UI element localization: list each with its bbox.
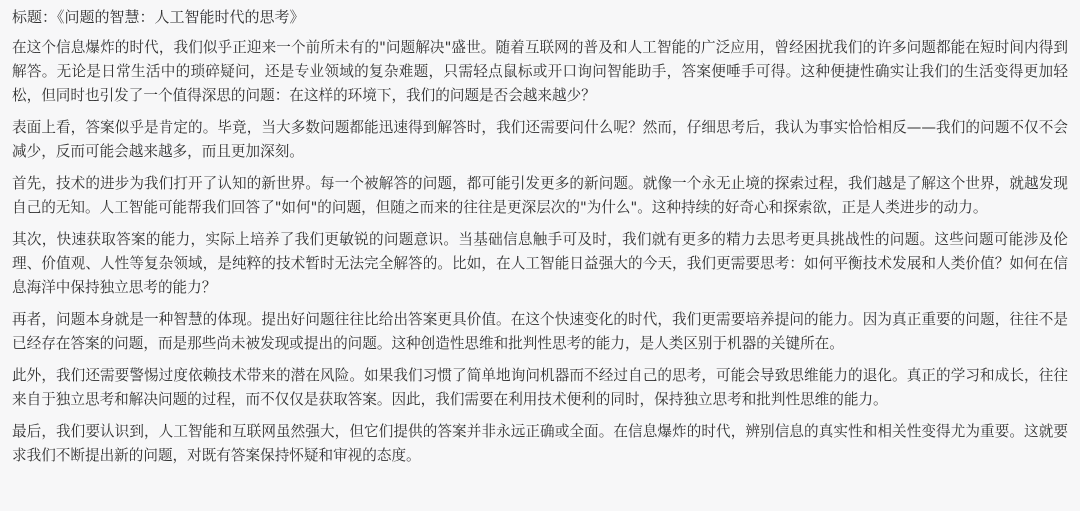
article-title: 标题：《问题的智慧：人工智能时代的思考》 <box>12 8 305 26</box>
paragraph-1: 在这个信息爆炸的时代，我们似乎正迎来一个前所未有的"问题解决"盛世。随着互联网的普及和人工智能的广泛应用，曾经困扰我们的许多问题都能在短时间内得到解答。无论是日常生活中的琐碎疑问，还是专业领域的复杂难题，只需轻点鼠标或开口询问智能助手，答案便唾手可得。这种便捷性确实让我们的生活变得更加轻松，但同时也引发了一个值得深思的问题：在这样的环境下，我们的问题是否会越来越少？ <box>12 39 1068 104</box>
paragraph-7: 最后，我们要认识到，人工智能和互联网虽然强大，但它们提供的答案并非永远正确或全面。在信息爆炸的时代，辨别信息的真实性和相关性变得尤为重要。这就要求我们不断提出新的问题，对既有答案保持怀疑和审视的态度。 <box>12 423 1068 464</box>
paragraph-2: 表面上看，答案似乎是肯定的。毕竟，当大多数问题都能迅速得到解答时，我们还需要问什么呢？然而，仔细思考后，我认为事实恰恰相反——我们的问题不仅不会减少，反而可能会越来越多，而且更加深刻。 <box>12 119 1068 160</box>
paragraph-3: 首先，技术的进步为我们打开了认知的新世界。每一个被解答的问题，都可能引发更多的新问题。就像一个永无止境的探索过程，我们越是了解这个世界，就越发现自己的无知。人工智能可能帮我们回答了"如何"的问题，但随之而来的往往是更深层次的"为什么"。这种持续的好奇心和探索欲，正是人类进步的动力。 <box>12 175 1068 216</box>
paragraph-6: 此外，我们还需要警惕过度依赖技术带来的潜在风险。如果我们习惯了简单地询问机器而不经过自己的思考，可能会导致思维能力的退化。真正的学习和成长，往往来自于独立思考和解决问题的过程，而不仅仅是获取答案。因此，我们需要在利用技术便利的同时，保持独立思考和批判性思维的能力。 <box>12 367 1068 408</box>
paragraph-5: 再者，问题本身就是一种智慧的体现。提出好问题往往比给出答案更具价值。在这个快速变化的时代，我们更需要培养提问的能力。因为真正重要的问题，往往不是已经存在答案的问题，而是那些尚未被发现或提出的问题。这种创造性思维和批判性思考的能力，是人类区别于机器的关键所在。 <box>12 311 1068 352</box>
paragraph-4: 其次，快速获取答案的能力，实际上培养了我们更敏锐的问题意识。当基础信息触手可及时，我们就有更多的精力去思考更具挑战性的问题。这些问题可能涉及伦理、价值观、人性等复杂领域，是纯粹的技术暂时无法完全解答的。比如，在人工智能日益强大的今天，我们更需要思考：如何平衡技术发展和人类价值？如何在信息海洋中保持独立思考的能力？ <box>12 231 1068 296</box>
